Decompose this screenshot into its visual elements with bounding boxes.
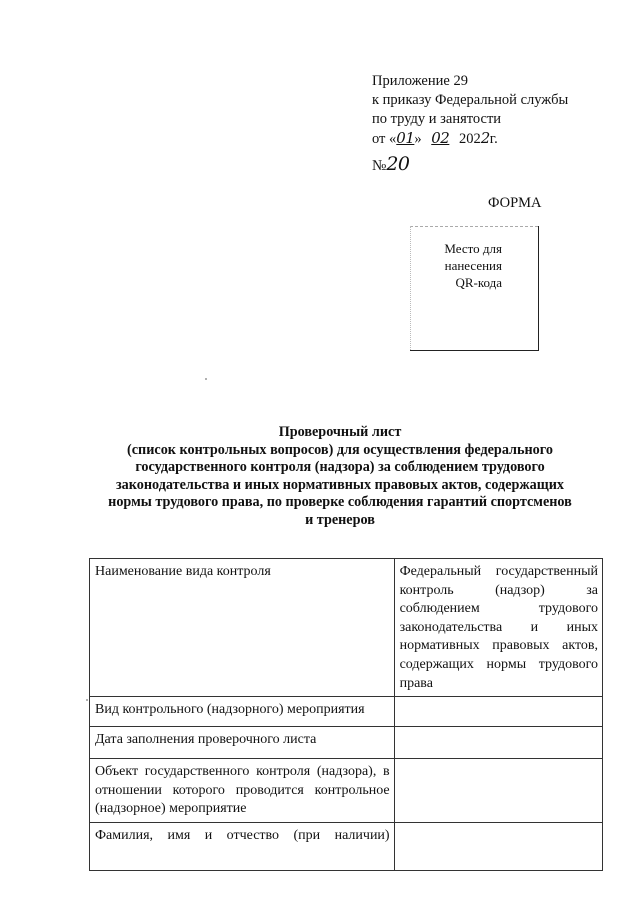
form-label: ФОРМА bbox=[488, 195, 542, 211]
table-cell-label: Вид контрольного (надзорного) мероприятия bbox=[90, 697, 395, 727]
appendix-order-ref: к приказу Федеральной службы bbox=[372, 92, 569, 108]
table-row bbox=[90, 697, 603, 727]
table-cell-label: Объект государственного контроля (надзора), в отношении которого проводится контрольное (надзорное) мероприятие bbox=[90, 759, 395, 823]
appendix-agency: по труду и занятости bbox=[372, 111, 502, 127]
table-cell-value bbox=[394, 759, 602, 823]
appendix-block bbox=[372, 72, 568, 176]
qr-code-placeholder bbox=[410, 226, 539, 351]
scan-speck bbox=[86, 699, 88, 701]
document-title: Проверочный лист (список контрольных вопросов) для осуществления федерального государственного контроля (надзора) за соблюдением трудового законодательства и иных нормативных правовых актов, содержащих нормы трудового права, по проверке соблюдения гарантий спортсменов и тренеров bbox=[70, 424, 610, 530]
checklist-info-table bbox=[89, 558, 603, 871]
appendix-order-number: №20 bbox=[372, 153, 410, 175]
table-row bbox=[90, 759, 603, 823]
table-row bbox=[90, 823, 603, 871]
appendix-date: от «01» 02 2022г. bbox=[372, 129, 498, 147]
date-year-digit: 2 bbox=[480, 129, 490, 147]
date-month: 02 bbox=[431, 129, 450, 147]
table-row bbox=[90, 727, 603, 759]
table-cell-label: Дата заполнения проверочного листа bbox=[90, 727, 395, 759]
title-heading: Проверочный лист bbox=[278, 424, 402, 440]
table-cell-value bbox=[394, 823, 602, 871]
qr-placeholder-text: Место для нанесения QR-кода bbox=[444, 241, 502, 290]
table-cell-value: Федеральный государственный контроль (надзор) за соблюдением трудового законодательства и иных нормативных правовых актов, содержащих нормы трудового права bbox=[394, 559, 602, 697]
date-day: 01 bbox=[396, 129, 415, 147]
table-row bbox=[90, 559, 603, 697]
table-cell-label: Фамилия, имя и отчество (при наличии) bbox=[90, 823, 395, 871]
appendix-number: Приложение 29 bbox=[372, 73, 468, 89]
order-number-value: 20 bbox=[386, 153, 410, 175]
table-cell-value bbox=[394, 697, 602, 727]
table-cell-label: Наименование вида контроля bbox=[90, 559, 395, 697]
scan-speck bbox=[205, 378, 207, 380]
table-cell-value bbox=[394, 727, 602, 759]
